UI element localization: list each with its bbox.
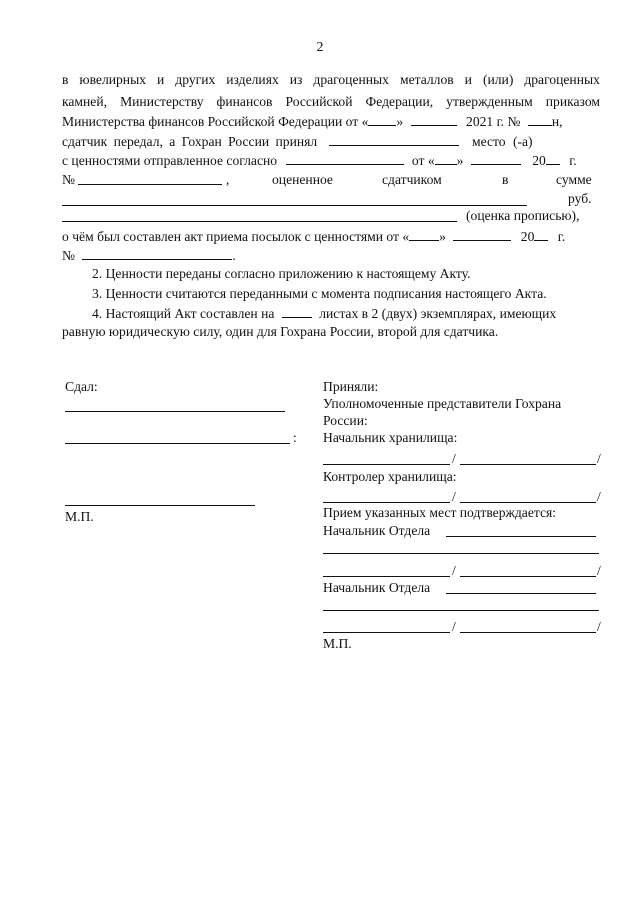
dept-head-2-name[interactable]: [460, 632, 596, 633]
label-reps-1: Уполномоченные представители Гохрана: [323, 396, 562, 411]
blank-year-3[interactable]: [534, 228, 548, 241]
dept-head-1-signature[interactable]: [323, 576, 450, 577]
line1-word: ювелирных: [79, 72, 147, 87]
slash-2b: /: [597, 489, 601, 504]
line2-word: Федерации,: [365, 94, 434, 109]
label-controller: Контролер хранилища:: [323, 469, 457, 484]
dept-head-2-signature[interactable]: [323, 632, 450, 633]
controller-signature[interactable]: [323, 502, 450, 503]
label-confirm: Прием указанных мест подтверждается:: [323, 505, 557, 520]
dept-head-2-field[interactable]: [446, 593, 596, 594]
blank-day-2[interactable]: [435, 152, 457, 165]
colon: :: [293, 430, 297, 445]
label-prinyali: Приняли:: [323, 379, 379, 394]
paragraph-4-cont: равную юридическую силу, один для Гохрана России, второй для сдатчика.: [62, 324, 499, 339]
sdal-signature-line-1[interactable]: [65, 411, 285, 412]
blank-day-3[interactable]: [409, 228, 439, 241]
blank-number-2[interactable]: [82, 247, 232, 260]
line1-word: из: [289, 72, 303, 87]
line1-word: и: [157, 72, 165, 87]
blank-sum-words[interactable]: [62, 221, 457, 222]
dept-head-1-name[interactable]: [460, 576, 596, 577]
sum-words-label: (оценка прописью),: [466, 208, 580, 223]
label-reps-2: России:: [323, 413, 368, 428]
blank-day[interactable]: [368, 113, 396, 126]
line1-word: изделиях: [226, 72, 279, 87]
paragraph-4: 4. Настоящий Акт составлен на листах в 2 (двух) экземплярах, имеющих: [92, 306, 557, 321]
body-line-2: [62, 94, 600, 110]
slash-3b: /: [597, 563, 601, 578]
paragraph-2: 2. Ценности переданы согласно приложению к настоящему Акту.: [92, 266, 471, 281]
line2-word: утвержденным: [446, 94, 533, 109]
line2-word: камней,: [62, 94, 108, 109]
line1-word: драгоценных: [524, 72, 600, 87]
blank-sheets[interactable]: [282, 305, 312, 318]
line1-word: металлов: [399, 72, 454, 87]
sdal-stamp-line[interactable]: [65, 505, 255, 506]
page-number: 2: [316, 40, 324, 55]
body-line-9: о чём был составлен акт приема посылок с ценностями от « » 20 г.: [62, 229, 566, 244]
dept-head-1-extra-line[interactable]: [323, 553, 599, 554]
blank-year-2[interactable]: [546, 152, 560, 165]
blank-month[interactable]: [411, 113, 457, 126]
line1-word: и: [464, 72, 472, 87]
line2-word: приказом: [545, 94, 600, 109]
controller-name[interactable]: [460, 502, 596, 503]
slash-4b: /: [597, 619, 601, 634]
slash-2: /: [452, 489, 456, 504]
body-line-10: № .: [62, 248, 236, 263]
left-stamp-label: М.П.: [65, 509, 94, 524]
slash-1: /: [452, 451, 456, 466]
blank-document[interactable]: [286, 152, 404, 165]
label-dept-head-2: Начальник Отдела: [323, 580, 431, 595]
sdal-signature-line-2[interactable]: [65, 443, 290, 444]
dept-head-1-field[interactable]: [446, 536, 596, 537]
label-sdal: Сдал:: [65, 379, 98, 394]
label-head-storage: Начальник хранилища:: [323, 430, 458, 445]
line2-word: Министерству: [120, 94, 204, 109]
blank-order-number[interactable]: [528, 113, 552, 126]
currency-label: руб.: [568, 191, 592, 206]
head-storage-name[interactable]: [460, 464, 596, 465]
slash-3: /: [452, 563, 456, 578]
blank-number[interactable]: [78, 172, 222, 185]
body-line-3: Министерства финансов Российской Федерации от « » 2021 г. № н,: [62, 114, 563, 129]
line1-word: драгоценных: [313, 72, 389, 87]
line2-word: Российской: [285, 94, 353, 109]
line1-word: (или): [482, 72, 514, 87]
label-dept-head-1: Начальник Отдела: [323, 523, 431, 538]
blank-month-2[interactable]: [471, 152, 521, 165]
paragraph-3: 3. Ценности считаются переданными с момента подписания настоящего Акта.: [92, 286, 547, 301]
line1-word: других: [175, 72, 216, 87]
right-stamp-label: М.П.: [323, 636, 352, 651]
line1-word: в: [62, 72, 69, 87]
blank-sum[interactable]: [62, 205, 527, 206]
body-line-1: [62, 72, 600, 88]
body-line-5: с ценностями отправленное согласно от « » 20 г.: [62, 153, 577, 168]
blank-places-count[interactable]: [329, 133, 459, 146]
slash-1b: /: [597, 451, 601, 466]
body-line-4: сдатчик передал, а Гохран России принял место (-а): [62, 134, 533, 149]
blank-month-3[interactable]: [453, 228, 511, 241]
line2-word: финансов: [216, 94, 273, 109]
head-storage-signature[interactable]: [323, 464, 450, 465]
dept-head-2-extra-line[interactable]: [323, 610, 599, 611]
slash-4: /: [452, 619, 456, 634]
